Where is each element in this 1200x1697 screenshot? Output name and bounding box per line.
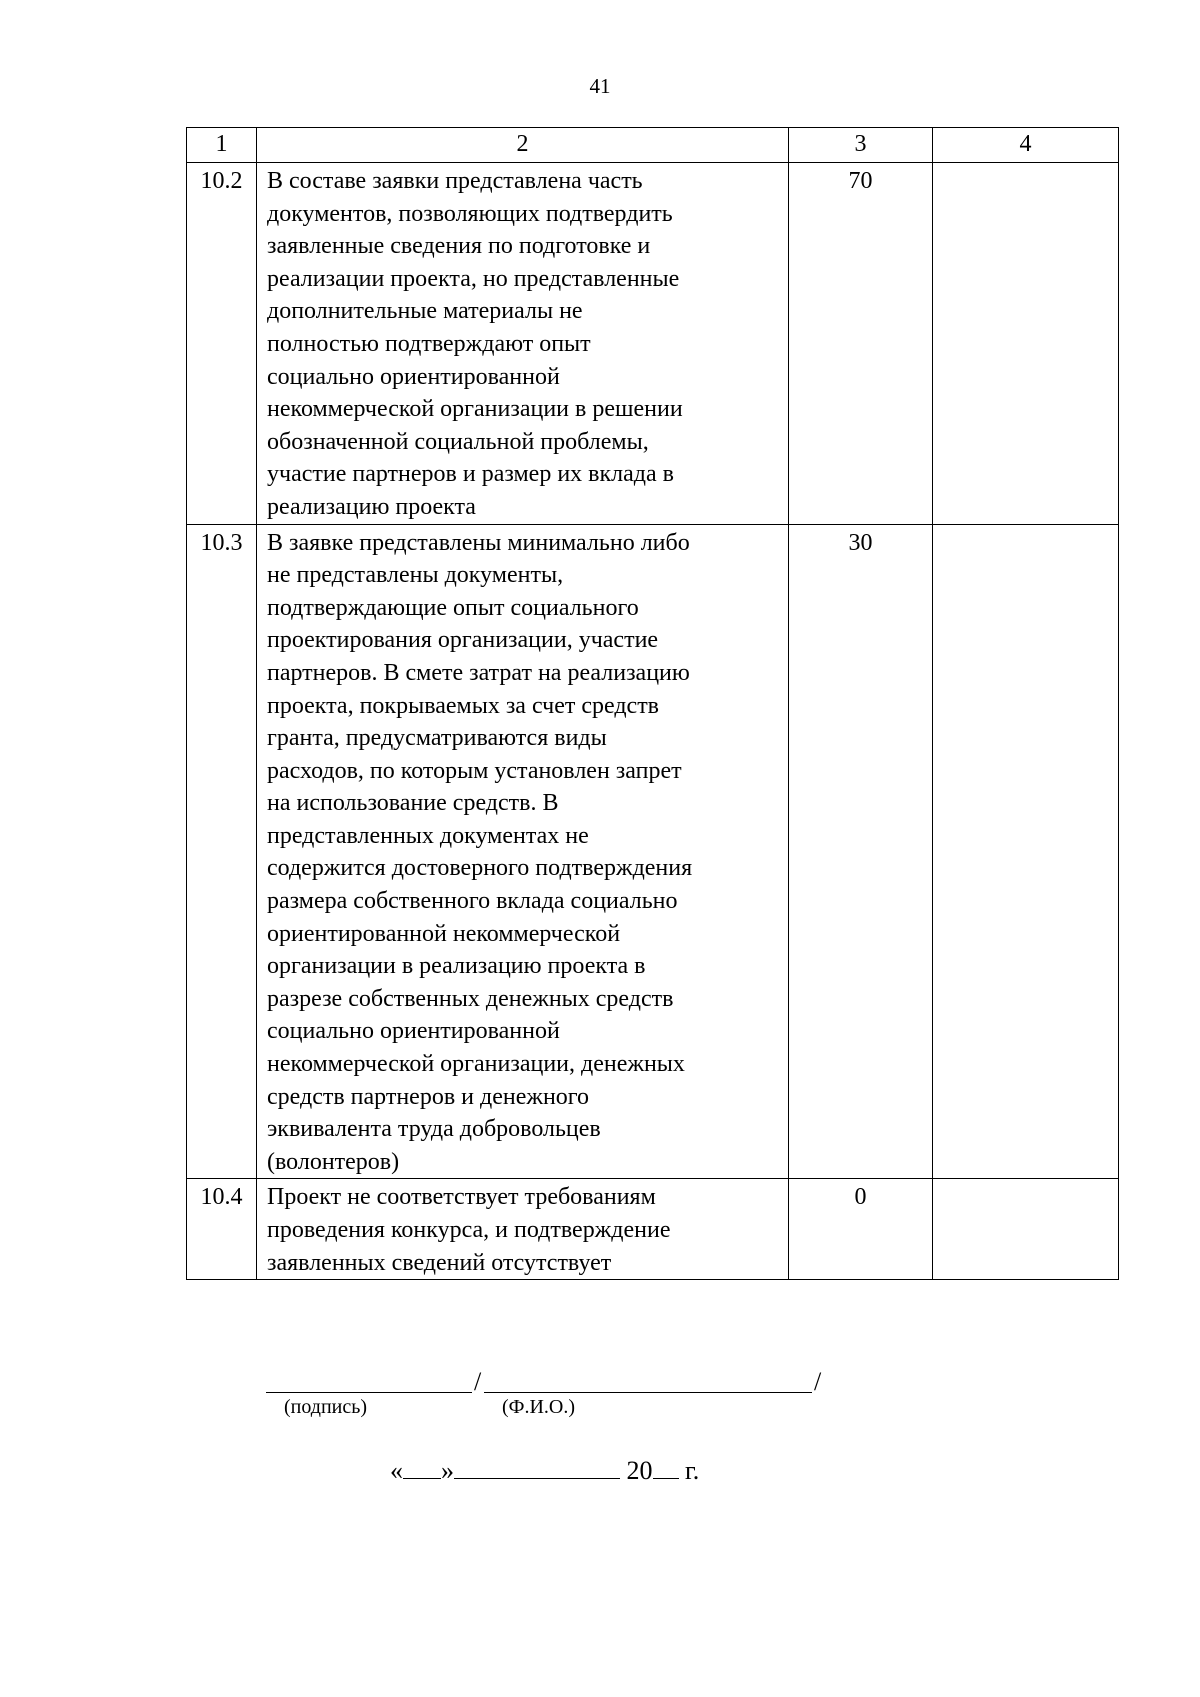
open-quote: « [390,1456,403,1485]
table-row [187,524,1119,1179]
criterion-text-line: В заявке представлены минимально либо [267,529,690,556]
criterion-text-line: документов, позволяющих подтвердить [267,200,673,227]
header-cell-3: 3 [789,128,933,163]
criteria-table [186,127,1119,1280]
criterion-text-line: В составе заявки представлена часть [267,168,643,194]
criterion-text-line: разрезе собственных денежных средств [267,985,674,1012]
signature-blank [266,1392,472,1393]
criterion-text-line: ориентированной некоммерческой [267,920,621,947]
year-prefix: 20 [626,1456,653,1485]
slash-separator: / [474,1367,482,1396]
criterion-text-line: содержится достоверного подтверждения [267,855,693,882]
criterion-text-line: социально ориентированной [267,1018,560,1045]
row-number-cell: 10.4 [187,1179,257,1280]
year-suffix: г. [685,1456,700,1485]
criterion-text-line: дополнительные материалы не [267,298,583,325]
criterion-text-line: (волонтеров) [267,1148,400,1175]
score-cell: 70 [789,163,933,525]
header-cell-1: 1 [187,128,257,163]
table-row [187,163,1119,525]
criterion-text-line: реализации проекта, но представленные [267,265,680,292]
criterion-text-line: обозначенной социальной проблемы, [267,428,649,455]
criterion-text-line: на использование средств. В [267,790,559,817]
criterion-text-line: социально ориентированной [267,363,560,390]
date-line [390,1456,699,1486]
criterion-text-line: полностью подтверждают опыт [267,330,591,357]
criterion-text-line: гранта, предусматриваются виды [267,725,607,752]
criterion-text-line: эквивалента труда добровольцев [267,1116,601,1143]
day-blank [403,1456,441,1479]
criterion-text-line: партнеров. В смете затрат на реализацию [267,659,690,686]
criterion-text-line: представленных документах не [267,822,589,849]
criterion-text-line: проведения конкурса, и подтверждение [267,1217,671,1243]
evaluation-cell [933,1179,1119,1280]
criterion-text-line: проекта, покрываемых за счет средств [267,692,660,719]
criterion-text-line: участие партнеров и размер их вклада в [267,461,674,488]
year-blank [653,1456,679,1479]
criterion-text-line: средств партнеров и денежного [267,1083,590,1110]
name-label: (Ф.И.О.) [502,1396,576,1418]
month-blank [454,1456,620,1479]
criterion-text-line: организации в реализацию проекта в [267,953,646,980]
evaluation-cell [933,524,1119,1179]
table-row [187,1179,1119,1280]
signature-label: (подпись) [284,1396,368,1418]
row-number-cell: 10.3 [187,524,257,1179]
criterion-text-cell [257,524,789,1179]
criterion-text-line: не представлены документы, [267,562,564,589]
slash-separator-end: / [814,1367,822,1396]
criterion-text-line: подтверждающие опыт социального [267,594,639,621]
name-blank [484,1392,812,1393]
criterion-text-line: расходов, по которым установлен запрет [267,757,682,784]
evaluation-cell [933,163,1119,525]
criterion-text-cell [257,1179,789,1280]
criterion-text-line: размера собственного вклада социально [267,888,678,915]
score-cell: 0 [789,1179,933,1280]
row-number-cell: 10.2 [187,163,257,525]
table-header-row [187,128,1119,163]
close-quote: » [441,1456,454,1485]
score-cell: 30 [789,524,933,1179]
page-number: 41 [589,74,611,98]
criterion-text-line: заявленных сведений отсутствует [267,1249,612,1276]
criterion-text-line: заявленные сведения по подготовке и [267,233,651,260]
criterion-text-line: Проект не соответствует требованиям [267,1184,656,1211]
header-cell-4: 4 [933,128,1119,163]
criterion-text-line: некоммерческой организации, денежных [267,1051,685,1078]
criterion-text-line: некоммерческой организации в решении [267,396,683,423]
criterion-text-line: проектирования организации, участие [267,627,659,654]
header-cell-2: 2 [257,128,789,163]
criterion-text-line: реализацию проекта [267,493,476,520]
criterion-text-cell [257,163,789,525]
